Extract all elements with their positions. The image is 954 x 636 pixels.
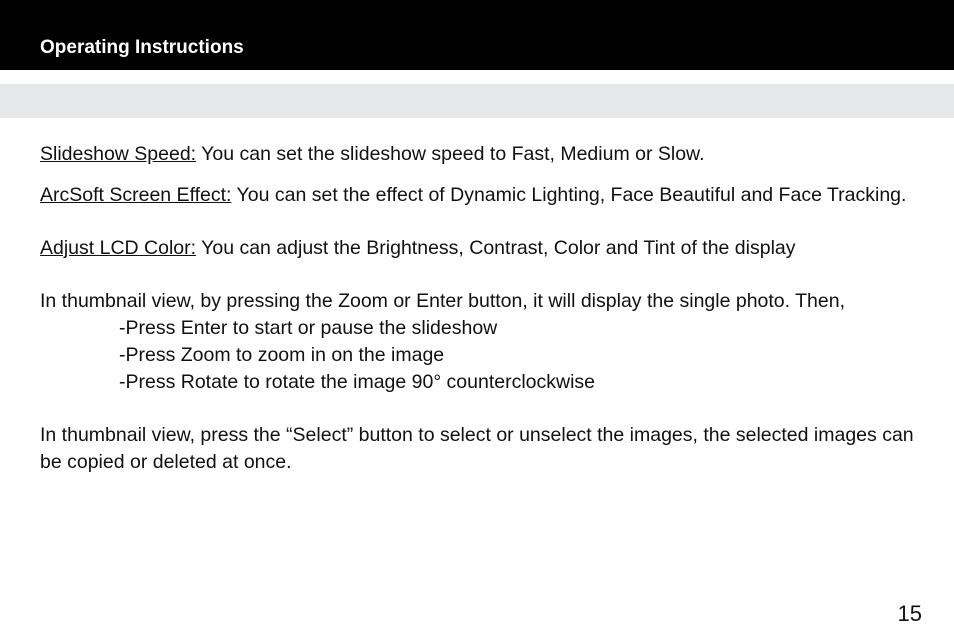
- thumbnail-steps-list: [40, 315, 920, 396]
- page-number: 15: [897, 601, 922, 626]
- select-info-paragraph: In thumbnail view, press the “Select” button to select or unselect the images, the selected images can be copied or deleted at once.: [40, 424, 914, 473]
- arcsoft-effect-text: You can set the effect of Dynamic Lighting, Face Beautiful and Face Tracking.: [231, 184, 907, 206]
- slideshow-speed-paragraph: [40, 141, 920, 168]
- section-band: [0, 84, 954, 118]
- arcsoft-effect-paragraph: [40, 182, 920, 209]
- list-item: -Press Rotate to rotate the image 90° counterclockwise: [119, 371, 596, 393]
- list-item: -Press Zoom to zoom in on the image: [119, 344, 445, 366]
- adjust-lcd-term: Adjust LCD Color:: [40, 237, 197, 259]
- slideshow-speed-term: Slideshow Speed:: [40, 143, 197, 165]
- spacer: [40, 209, 920, 235]
- arcsoft-effect-term: ArcSoft Screen Effect:: [40, 184, 232, 206]
- spacer: [40, 168, 920, 182]
- adjust-lcd-text: You can adjust the Brightness, Contrast, Color and Tint of the display: [196, 237, 796, 259]
- list-item: -Press Enter to start or pause the slideshow: [119, 317, 498, 339]
- adjust-lcd-paragraph: [40, 235, 920, 262]
- header-bar: [0, 0, 954, 70]
- spacer: [40, 262, 920, 288]
- slideshow-speed-text: You can set the slideshow speed to Fast, Medium or Slow.: [196, 143, 705, 165]
- thumbnail-intro-paragraph: In thumbnail view, by pressing the Zoom or Enter button, it will display the single photo. Then,: [40, 290, 845, 312]
- instructions-body: [40, 141, 920, 476]
- spacer: [40, 396, 920, 422]
- page-header-title: Operating Instructions: [40, 37, 244, 58]
